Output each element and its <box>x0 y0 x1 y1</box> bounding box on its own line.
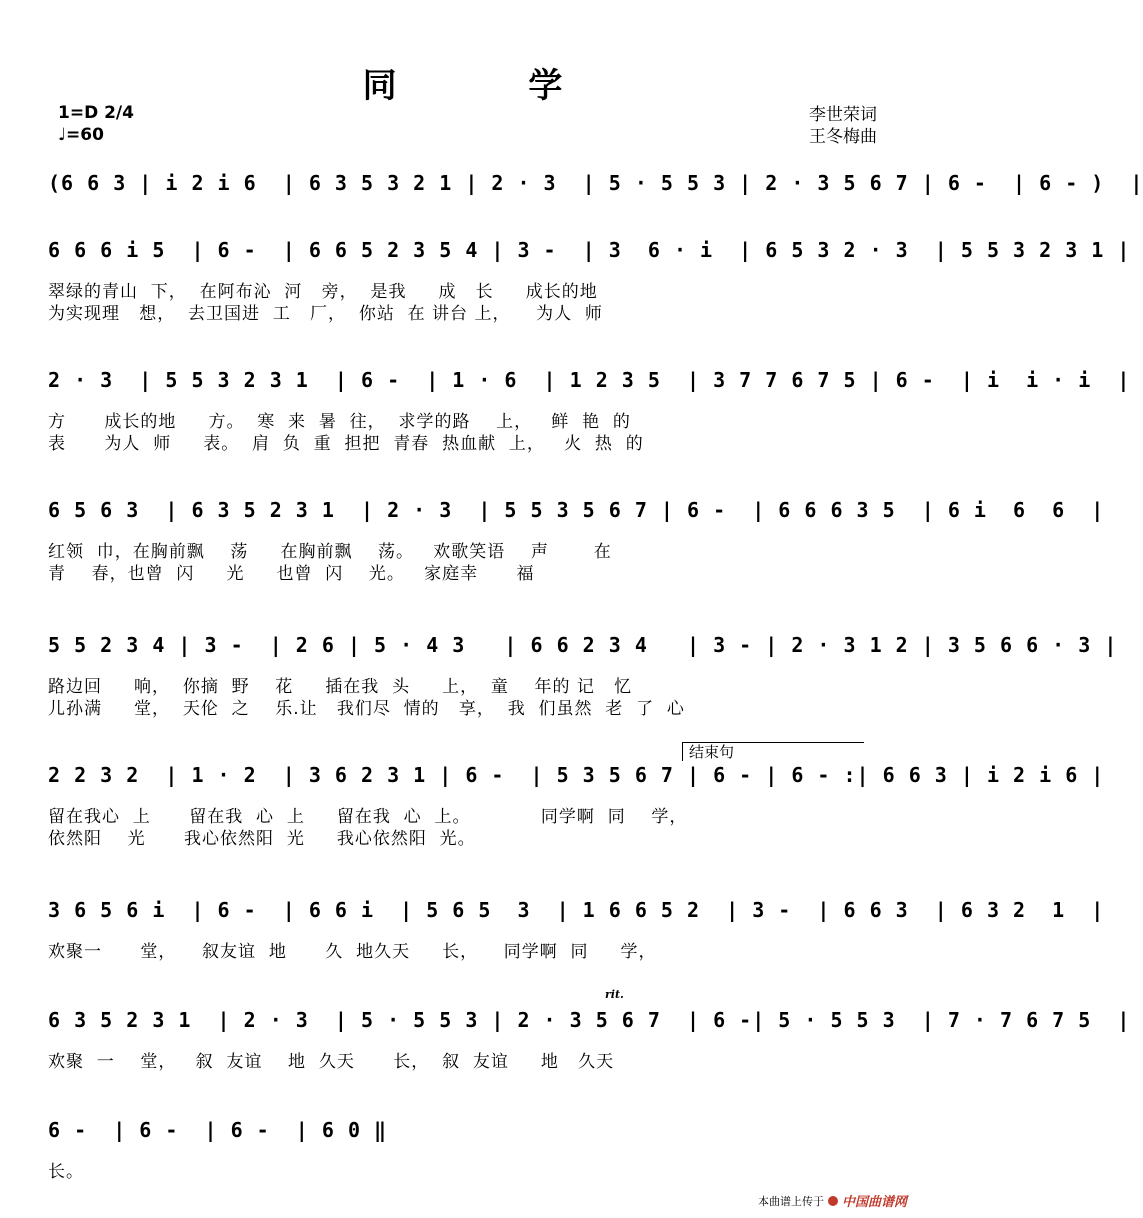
notation-line: 6 3 5 2 3 1 | 2 · 3 | 5 · 5 5 3 | 2 · 3 5 6 7 | 6 -| 5 · 5 5 3 | 7 · 7 6 7 5 | <box>48 1008 1131 1032</box>
lyric-line: 红领 巾，在胸前飘 荡 在胸前飘 荡。 欢歌笑语 声 在 <box>48 542 612 562</box>
ending-label: 结束句 <box>682 742 864 761</box>
lyric-line: 长。 <box>48 1162 84 1182</box>
key-line: 1=D 2/4 <box>58 103 134 123</box>
score-system <box>48 1115 878 1183</box>
score-system <box>48 235 1131 325</box>
score-system <box>48 1005 1131 1073</box>
score-system <box>48 895 1105 963</box>
notation-line: 6 6 6 i 5 | 6 - | 6 6 5 2 3 5 4 | 3 - | 3 6 · i | 6 5 3 2 · 3 | 5 5 3 2 3 1 | <box>48 238 1131 262</box>
score-system <box>48 495 1105 585</box>
tempo-line: ♩=60 <box>58 125 104 145</box>
footer <box>758 1191 907 1210</box>
footer-brand: 中国曲谱网 <box>841 1195 907 1210</box>
notation-line: 2 2 3 2 | 1 · 2 | 3 6 2 3 1 | 6 - | 5 3 5 6 7 | 6 - | 6 - :| 6 6 3 | i 2 i 6 | <box>48 763 1105 787</box>
tempo-mark: rit. <box>605 988 624 1001</box>
score-system <box>48 365 1131 455</box>
lyric-line: 为实现理 想， 去卫国进 工 厂， 你站 在 讲台 上， 为人 师 <box>48 304 603 324</box>
lyric-line: 方 成长的地 方。 寒 来 暑 往， 求学的路 上， 鲜 艳 的 <box>48 412 631 432</box>
notation-line: 3 6 5 6 i | 6 - | 6 6 i | 5 6 5 3 | 1 6 6 5 2 | 3 - | 6 6 3 | 6 3 2 1 | <box>48 898 1105 922</box>
composer: 王冬梅曲 <box>809 127 877 147</box>
lyric-line: 路边回 响， 你摘 野 花 插在我 头 上， 童 年的 记 忆 <box>48 677 633 697</box>
lyric-line: 翠绿的青山 下， 在阿布沁 河 旁， 是我 成 长 成长的地 <box>48 282 598 302</box>
lyric-line: 依然阳 光 我心依然阳 光 我心依然阳 光。 <box>48 829 476 849</box>
song-title: 同 学 <box>362 66 623 106</box>
site-logo-icon <box>828 1196 838 1206</box>
lyric-line: 表 为人 师 表。 肩 负 重 担把 青春 热血献 上， 火 热 的 <box>48 434 644 454</box>
lyric-line: 儿孙满 堂， 天伦 之 乐.让 我们尽 情的 享， 我 们虽然 老 了 心 <box>48 699 685 719</box>
notation-line: 5 5 2 3 4 | 3 - | 2 6 | 5 · 4 3 | 6 6 2 3 4 | 3 - | 2 · 3 1 2 | 3 5 6 6 · 3 | <box>48 633 1118 657</box>
score-system <box>48 630 1118 720</box>
credits <box>809 104 877 148</box>
footer-text: 本曲谱上传于 <box>757 1194 824 1208</box>
score-system <box>48 168 1143 198</box>
lyric-line: 留在我心 上 留在我 心 上 留在我 心 上。 同学啊 同 学， <box>48 807 688 827</box>
notation-line: 6 5 6 3 | 6 3 5 2 3 1 | 2 · 3 | 5 5 3 5 6 7 | 6 - | 6 6 6 3 5 | 6 i 6 6 | <box>48 498 1105 522</box>
lyric-line: 欢聚一 堂， 叙友谊 地 久 地久天 长， 同学啊 同 学， <box>48 942 657 962</box>
notation-line: 2 · 3 | 5 5 3 2 3 1 | 6 - | 1 · 6 | 1 2 3 5 | 3 7 7 6 7 5 | 6 - | i i · i | <box>48 368 1131 392</box>
score-system <box>48 760 1105 850</box>
notation-line: (6 6 3 | i 2 i 6 | 6 3 5 3 2 1 | 2 · 3 | 5 · 5 5 3 | 2 · 3 5 6 7 | 6 - | 6 - ) | <box>48 171 1143 195</box>
lyric-line: 青 春，也曾 闪 光 也曾 闪 光。 家庭幸 福 <box>48 564 535 584</box>
key-signature <box>58 102 134 146</box>
lyric-line: 欢聚 一 堂， 叙 友谊 地 久天 长， 叙 友谊 地 久天 <box>48 1052 615 1072</box>
notation-line: 6 - | 6 - | 6 - | 6 0 ‖ <box>48 1118 388 1142</box>
lyricist: 李世荣词 <box>809 105 877 125</box>
